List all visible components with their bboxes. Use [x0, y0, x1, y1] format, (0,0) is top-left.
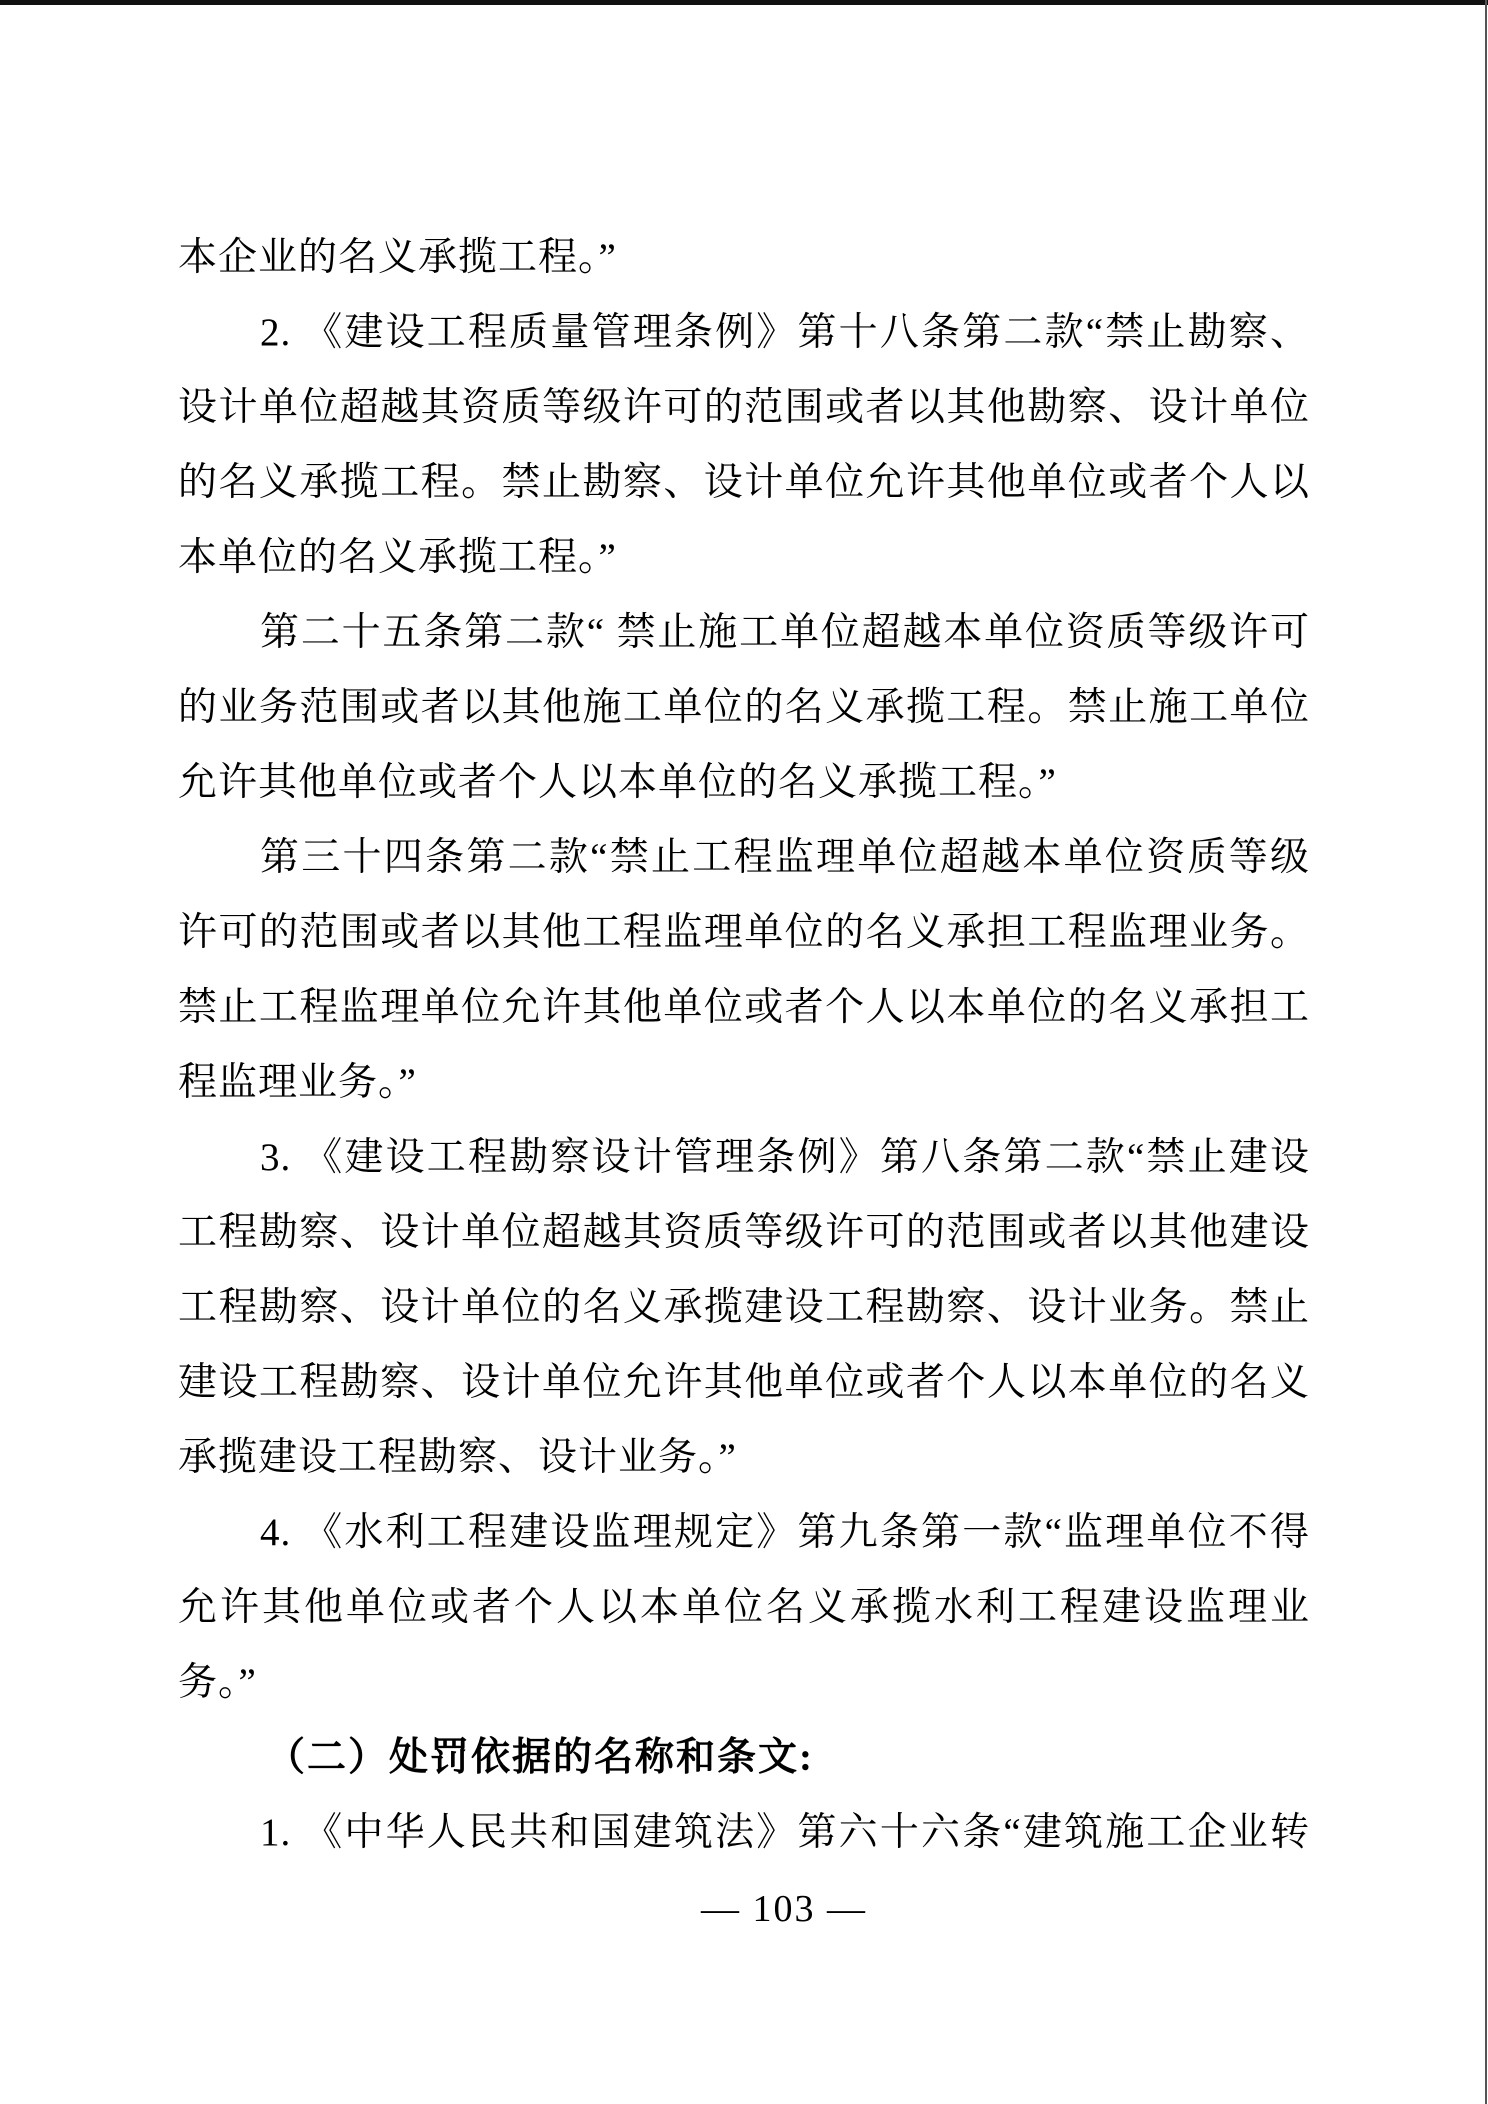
text-line: 4. 《水利工程建设监理规定》第九条第一款“监理单位不得: [260, 1511, 1310, 1554]
text-line: 3. 《建设工程勘察设计管理条例》第八条第二款“禁止建设: [260, 1136, 1310, 1179]
text-line: 1. 《中华人民共和国建筑法》第六十六条“建筑施工企业转: [260, 1811, 1310, 1854]
text-line: 工程勘察、设计单位的名义承揽建设工程勘察、设计业务。禁止: [178, 1286, 1310, 1329]
text-line: 第二十五条第二款“ 禁止施工单位超越本单位资质等级许可: [260, 611, 1310, 654]
text-line: 允许其他单位或者个人以本单位的名义承揽工程。”: [178, 761, 1057, 804]
section-heading: （二）处罚依据的名称和条文:: [266, 1736, 814, 1779]
text-line: 设计单位超越其资质等级许可的范围或者以其他勘察、设计单位: [178, 386, 1310, 429]
text-line: 务。”: [178, 1661, 257, 1704]
document-body: [178, 220, 1310, 1870]
text-line: 禁止工程监理单位允许其他单位或者个人以本单位的名义承担工: [178, 986, 1310, 1029]
text-line: 第三十四条第二款“禁止工程监理单位超越本单位资质等级: [260, 836, 1310, 879]
text-line: 工程勘察、设计单位超越其资质等级许可的范围或者以其他建设: [178, 1211, 1310, 1254]
text-line: 建设工程勘察、设计单位允许其他单位或者个人以本单位的名义: [178, 1361, 1310, 1404]
page-number: — 103 —: [701, 1888, 867, 1930]
text-line: 程监理业务。”: [178, 1061, 417, 1104]
text-line: 的名义承揽工程。禁止勘察、设计单位允许其他单位或者个人以: [178, 461, 1310, 504]
text-line: 2. 《建设工程质量管理条例》第十八条第二款“禁止勘察、: [260, 311, 1310, 354]
text-line: 的业务范围或者以其他施工单位的名义承揽工程。禁止施工单位: [178, 686, 1310, 729]
text-line: 允许其他单位或者个人以本单位名义承揽水利工程建设监理业: [178, 1586, 1310, 1629]
text-line: 本单位的名义承揽工程。”: [178, 536, 617, 579]
right-edge-line: [1485, 0, 1487, 2104]
text-line: 承揽建设工程勘察、设计业务。”: [178, 1436, 737, 1479]
text-line: 本企业的名义承揽工程。”: [178, 236, 617, 279]
top-edge-bar: [0, 0, 1488, 5]
text-line: 许可的范围或者以其他工程监理单位的名义承担工程监理业务。: [178, 911, 1310, 954]
